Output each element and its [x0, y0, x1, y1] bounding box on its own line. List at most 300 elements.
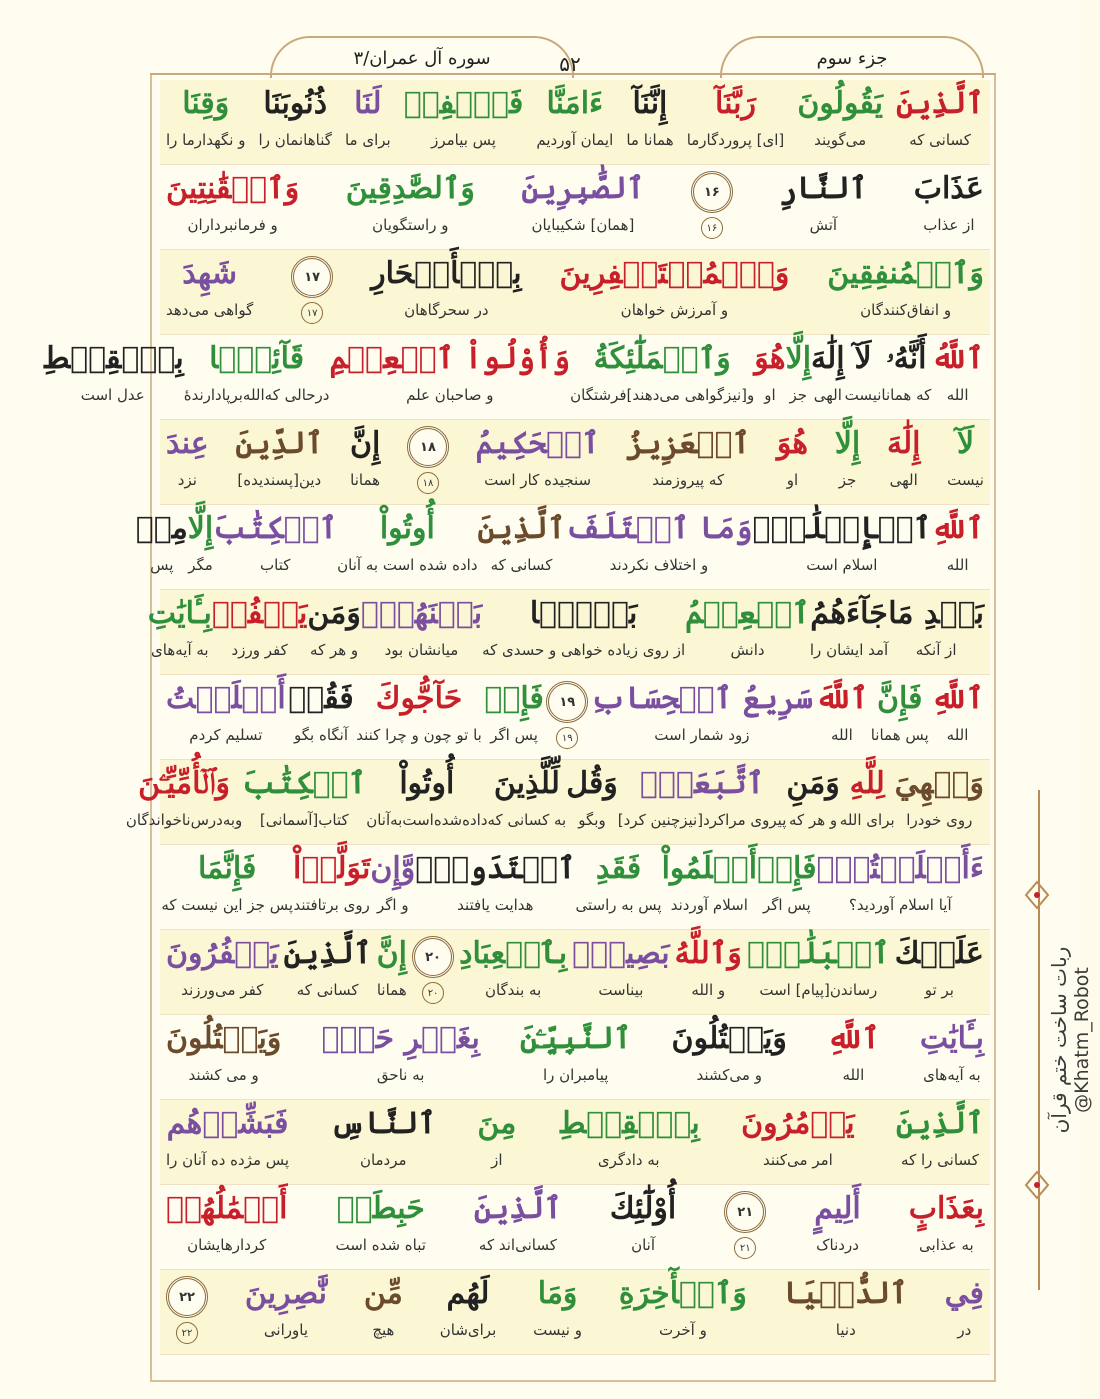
word-cell	[284, 930, 372, 1015]
word-cell	[816, 675, 869, 760]
word-cell	[947, 420, 984, 505]
persian-translation: و صاحبان علم	[406, 386, 494, 404]
word-cell	[364, 1270, 403, 1355]
word-cell	[871, 675, 929, 760]
arabic-word: وَمَنِ	[786, 766, 840, 801]
persian-translation: کردارهایشان	[187, 1236, 267, 1254]
word-cell	[754, 335, 785, 420]
persian-translation: برای ما	[344, 131, 391, 149]
persian-translation: نیست	[947, 471, 984, 489]
persian-translation: کسانی که	[296, 981, 359, 999]
word-row	[160, 165, 990, 250]
word-cell	[591, 675, 813, 760]
arabic-word: إِنَّ	[376, 936, 407, 971]
ayah-medallion-icon: ۱۷	[291, 256, 333, 298]
persian-translation: وبگو	[578, 811, 606, 829]
persian-translation: [همان] شکیبایان	[531, 216, 635, 234]
word-row	[160, 1185, 990, 1270]
arabic-word: وَٱلۡمَلَٰٓئِكَةُ	[593, 341, 731, 376]
word-cell	[881, 335, 931, 420]
word-row	[41, 335, 990, 420]
arabic-word: فَإِنۡ	[757, 851, 817, 886]
persian-translation: گواهی می‌دهد	[166, 301, 254, 319]
arabic-word: بِغَيۡرِ حَقّٖ	[321, 1021, 480, 1056]
word-cell	[675, 930, 742, 1015]
verse-line	[41, 335, 990, 420]
persian-translation: او	[786, 471, 799, 489]
arabic-word: أَسۡلَمۡتُ	[166, 681, 286, 716]
arabic-word: لَآ	[957, 426, 975, 461]
ayah-medallion-small-icon: ۱۸	[417, 472, 439, 494]
arabic-word: وَقُل	[566, 766, 618, 801]
arabic-word: حَبِطَتۡ	[336, 1191, 425, 1226]
word-cell	[797, 80, 883, 165]
arabic-word: يَقُولُونَ	[797, 86, 884, 121]
word-cell	[212, 590, 308, 675]
verse-line	[160, 930, 990, 1015]
arabic-word: إِلَّا	[834, 426, 861, 461]
word-cell	[166, 420, 209, 505]
persian-translation: پس همانا	[870, 726, 929, 744]
arabic-word: ٱللَّهِ	[827, 1021, 880, 1056]
arabic-word: ٱلۡعِلۡمُ	[685, 596, 810, 631]
persian-translation: به عذابی	[919, 1236, 974, 1254]
persian-translation: و آمرزش خواهان	[620, 301, 729, 319]
persian-translation: یاورانی	[263, 1321, 308, 1339]
ayah-medallion-small-icon: ۲۱	[734, 1237, 756, 1259]
page-number: ۵۲	[559, 52, 581, 76]
word-row	[160, 250, 990, 335]
persian-translation: نزد	[177, 471, 197, 489]
word-cell	[520, 1015, 631, 1100]
word-cell	[188, 505, 213, 590]
word-cell	[371, 250, 522, 335]
persian-translation: همانا	[350, 471, 381, 489]
word-cell	[478, 505, 566, 590]
word-cell	[845, 335, 882, 420]
word-cell	[307, 590, 360, 675]
word-cell	[619, 1270, 747, 1355]
word-cell	[618, 760, 787, 845]
word-cell	[337, 505, 477, 590]
ayah-medallion-small-icon: ۱۶	[701, 217, 723, 239]
persian-translation: و می کشند	[188, 1066, 259, 1084]
word-cell	[931, 675, 984, 760]
juz-label: جزء سوم	[720, 36, 984, 78]
word-cell	[293, 845, 370, 930]
word-row	[160, 675, 990, 760]
persian-translation: دین[پسندیده]	[237, 471, 322, 489]
word-cell	[476, 420, 600, 505]
arabic-word: ٱلنَّاسِ	[330, 1106, 436, 1141]
arabic-word: يَكۡفُرُونَ	[166, 936, 279, 971]
arabic-word: ٱللَّهَ	[815, 681, 869, 716]
persian-translation: پس مژده ده آنان را	[166, 1151, 290, 1169]
ayah-medallion-icon: ۲۰	[412, 936, 454, 978]
ayah-medallion-icon: ۱۶	[691, 171, 733, 213]
verse-line	[160, 1270, 990, 1355]
persian-translation: همانا ما	[626, 131, 674, 149]
persian-translation: هدایت یافتند	[457, 896, 534, 914]
word-cell	[757, 845, 817, 930]
word-cell	[817, 845, 984, 930]
verse-line	[160, 250, 990, 335]
arabic-word: ٱتَّبَعَنِۗ	[639, 766, 765, 801]
word-cell	[484, 675, 544, 760]
word-cell	[576, 845, 662, 930]
ayah-medallion-small-icon: ۱۷	[301, 302, 323, 324]
word-cell	[786, 760, 839, 845]
ayah-medallion-small-icon: ۲۲	[176, 1322, 198, 1344]
word-cell	[166, 1015, 281, 1100]
arabic-word: وَيَقۡتُلُونَ	[166, 1021, 282, 1056]
verse-line	[160, 1100, 990, 1185]
word-cell	[810, 590, 888, 675]
persian-translation: نیست	[844, 386, 882, 404]
word-cell	[827, 1015, 880, 1100]
persian-translation: روی برتافتند	[293, 896, 370, 914]
ayah-number-marker	[291, 250, 333, 335]
word-cell	[909, 1185, 984, 1270]
word-row	[125, 760, 990, 845]
ayah-medallion-small-icon: ۱۹	[556, 727, 578, 749]
word-cell	[213, 505, 337, 590]
verse-line	[125, 760, 990, 845]
arabic-word: ٱلۡإِسۡلَٰمُۗ	[752, 511, 932, 546]
arabic-word: مِنۢ	[135, 511, 188, 546]
persian-translation: الله	[830, 726, 853, 744]
persian-translation: جز	[838, 471, 857, 489]
persian-translation: اسلام است	[806, 556, 878, 574]
word-cell	[136, 505, 188, 590]
arabic-word: شَهِدَ	[182, 256, 237, 291]
arabic-word: فَبَشِّرۡهُم	[166, 1106, 289, 1141]
arabic-word: فَإِنۡ	[484, 681, 544, 716]
arabic-word: إِلَّا	[187, 511, 214, 546]
persian-translation: به بندگان	[484, 981, 542, 999]
word-cell	[565, 505, 752, 590]
word-cell	[166, 250, 253, 335]
persian-translation: الله	[946, 556, 969, 574]
word-cell	[126, 760, 242, 845]
persian-translation: الله	[946, 386, 969, 404]
arabic-word: بِٱلۡعِبَادِ	[459, 936, 568, 971]
word-cell	[741, 1100, 855, 1185]
persian-translation: به ناحق	[376, 1066, 425, 1084]
verse-line	[160, 1015, 990, 1100]
persian-translation: کسانی که	[909, 131, 971, 149]
verse-line	[135, 505, 990, 590]
word-cell	[914, 165, 984, 250]
persian-translation: از	[491, 1151, 503, 1169]
word-row	[160, 1015, 990, 1100]
arabic-word: إِلَٰهَ	[886, 426, 921, 461]
ayah-medallion-icon: ۱۸	[407, 426, 449, 468]
arabic-word: وَمَا ٱخۡتَلَفَ	[565, 511, 753, 546]
persian-translation: آیا اسلام آوردید؟	[848, 896, 952, 914]
persian-translation: الله	[946, 726, 969, 744]
arabic-word: ءَامَنَّا	[546, 86, 604, 121]
arabic-word: فِي	[944, 1276, 984, 1311]
ayah-number-marker	[407, 420, 449, 505]
persian-translation: الله	[842, 1066, 865, 1084]
word-cell	[662, 845, 757, 930]
persian-translation: مردمان	[359, 1151, 407, 1169]
word-cell	[811, 335, 845, 420]
persian-translation: به آیه‌های	[151, 641, 209, 659]
watermark-title: ربات ساخت ختم قرآن	[1047, 946, 1071, 1134]
arabic-word: ٱلۡكِتَٰبَ	[213, 511, 338, 546]
persian-translation: به آیه‌های	[923, 1066, 981, 1084]
word-row	[160, 845, 990, 930]
arabic-word: عِندَ	[166, 426, 209, 461]
word-cell	[166, 675, 286, 760]
word-cell	[345, 80, 391, 165]
persian-translation: پس اگر	[490, 726, 538, 744]
arabic-word: عَذَابَ	[913, 171, 984, 206]
arabic-word: إِنَّنَآ	[632, 86, 668, 121]
arabic-word: لَهُم	[446, 1276, 490, 1311]
persian-translation: در سحرگاهان	[404, 301, 489, 319]
word-cell	[245, 1270, 327, 1355]
persian-translation: همانا	[376, 981, 407, 999]
verse-line	[160, 420, 990, 505]
arabic-word: ٱلدُّنۡيَا	[783, 1276, 908, 1311]
persian-translation: هیچ	[372, 1321, 395, 1339]
word-cell	[753, 505, 932, 590]
word-cell	[166, 930, 279, 1015]
verse-line	[160, 165, 990, 250]
persian-translation: و آخرت	[658, 1321, 707, 1339]
word-cell	[377, 930, 407, 1015]
arabic-word: جَآءَهُمُ	[810, 596, 888, 631]
persian-translation: گناهانمان را	[258, 131, 332, 149]
arabic-word: وَأُوْلُواْ ٱلۡعِلۡمِ	[329, 341, 571, 376]
word-cell	[840, 760, 895, 845]
persian-translation: پس جز این نیست که	[161, 896, 293, 914]
persian-translation: به دادگری	[597, 1151, 660, 1169]
arabic-word: لِّلَّذِينَ	[493, 766, 560, 801]
word-cell	[361, 590, 482, 675]
persian-translation: که همانا	[881, 386, 932, 404]
verse-lines	[41, 80, 990, 1355]
arabic-word: عَلَيۡكَ	[894, 936, 984, 971]
persian-translation: دردناک	[816, 1236, 859, 1254]
ayah-medallion-icon: ۱۹	[546, 681, 588, 723]
ayah-number-marker	[691, 165, 733, 250]
word-row	[160, 80, 990, 165]
persian-translation: و انفاق‌کنندگان	[860, 301, 952, 319]
persian-translation: آمد ایشان را	[809, 641, 889, 659]
arabic-word: إِلَّا	[785, 341, 812, 376]
arabic-word: ٱللَّهِ	[931, 511, 984, 546]
arabic-word: ءَأَسۡلَمۡتُمۡۚ	[816, 851, 984, 886]
word-cell	[610, 1185, 676, 1270]
arabic-word: ٱلنَّارِ	[779, 171, 868, 206]
persian-translation: بیناست	[598, 981, 644, 999]
arabic-word: وَمَا	[537, 1276, 578, 1311]
word-cell	[687, 80, 785, 165]
persian-translation: آتش	[809, 216, 838, 234]
word-cell	[242, 760, 366, 845]
persian-translation: برای الله	[839, 811, 895, 829]
arabic-word: ٱلَّذِينَ	[896, 86, 984, 121]
arabic-word: بَيۡنَهُمۡۗ	[360, 596, 483, 631]
word-cell	[827, 250, 984, 335]
word-cell	[895, 760, 984, 845]
word-cell	[747, 930, 890, 1015]
word-cell	[896, 80, 984, 165]
persian-translation: زود شمار است	[654, 726, 750, 744]
arabic-word: بِٱلۡقِسۡطِ	[41, 341, 184, 376]
persian-translation: کفر می‌ورزند	[181, 981, 264, 999]
persian-translation: پس به راستی	[575, 896, 662, 914]
persian-translation: امر می‌کنند	[762, 1151, 833, 1169]
arabic-word: وَٱللَّهُ	[674, 936, 742, 971]
word-cell	[356, 675, 482, 760]
arabic-word: بَصِيرُۢ	[572, 936, 670, 971]
word-cell	[672, 1015, 787, 1100]
word-cell	[161, 845, 293, 930]
arabic-word: هُوَ	[754, 341, 786, 376]
surah-title: سوره آل عمران/۳	[270, 36, 574, 78]
persian-translation: که پیروزمند	[652, 471, 725, 489]
arabic-word: تَوَلَّوۡاْ	[293, 851, 371, 886]
persian-translation: کسانی که	[490, 556, 553, 574]
word-cell	[166, 1100, 289, 1185]
arabic-word: أُوتُواْ	[379, 511, 435, 546]
persian-translation: و[نیزگواهی می‌دهند]فرشتگان	[570, 386, 755, 404]
arabic-word: وَقِنَا	[182, 86, 230, 121]
word-cell	[572, 930, 669, 1015]
word-cell	[477, 1100, 516, 1185]
word-cell	[459, 930, 567, 1015]
arabic-word: لَنَا	[354, 86, 382, 121]
persian-translation: و اگر	[376, 896, 409, 914]
arabic-word: بِعَذَابٍ	[908, 1191, 984, 1226]
word-cell	[888, 590, 984, 675]
arabic-word: بِٱلۡقِسۡطِ	[557, 1106, 700, 1141]
arabic-word: ٱلۡعَزِيزُ	[626, 426, 751, 461]
ayah-number-marker	[724, 1185, 766, 1270]
word-row	[160, 420, 990, 505]
arabic-word: لَآ	[854, 341, 872, 376]
arabic-word: سَرِيعُ ٱلۡحِسَابِ	[590, 681, 814, 716]
arabic-word: وَٱلۡمُنفِقِينَ	[827, 256, 984, 291]
verse-line	[160, 80, 990, 165]
arabic-word: وَّإِن	[370, 851, 416, 886]
arabic-word: وَيَقۡتُلُونَ	[671, 1021, 787, 1056]
word-cell	[521, 165, 644, 250]
word-cell	[685, 590, 810, 675]
persian-translation: مگر	[188, 556, 213, 574]
ayah-medallion-icon: ۲۲	[166, 1276, 208, 1318]
persian-translation: از آنکه	[915, 641, 957, 659]
arabic-word: وَٱلصَّٰدِقِينَ	[345, 171, 475, 206]
persian-translation: تباه شده است	[335, 1236, 426, 1254]
persian-translation: تسلیم کردم	[189, 726, 263, 744]
persian-translation: پیروی مراکرد[نیزچنین کرد]	[617, 811, 787, 829]
persian-translation: پیامبران را	[542, 1066, 609, 1084]
word-cell	[536, 80, 613, 165]
arabic-word: ٱلَّذِينَ	[896, 1106, 984, 1141]
persian-translation: می‌گویند	[814, 131, 867, 149]
persian-translation: و نیست	[533, 1321, 582, 1339]
arabic-word: وَٱلۡقَٰنِتِينَ	[166, 171, 300, 206]
arabic-word: فَقَدِ	[595, 851, 642, 886]
ayah-medallion-small-icon: ۲۰	[422, 982, 444, 1004]
page-header	[150, 28, 990, 76]
word-cell	[166, 80, 245, 165]
arabic-word: إِنَّ	[349, 426, 381, 461]
arabic-word: قَآئِمَۢا	[209, 341, 305, 376]
arabic-word: أَلِيمٍ	[814, 1191, 861, 1226]
persian-translation: آنان	[631, 1236, 655, 1254]
word-cell	[335, 1185, 425, 1270]
persian-translation: و الله	[691, 981, 726, 999]
arabic-word: وَٱلۡمُسۡتَغۡفِرِينَ	[559, 256, 790, 291]
word-cell	[920, 1015, 984, 1100]
arabic-word: يَكۡفُرۡ	[211, 596, 308, 631]
arabic-word: ٱلدِّينَ	[235, 426, 324, 461]
word-cell	[777, 420, 808, 505]
persian-translation: کسانی را که	[901, 1151, 979, 1169]
word-cell	[346, 165, 475, 250]
persian-translation: و نگهدارما را	[166, 131, 246, 149]
word-row	[147, 590, 990, 675]
persian-translation: وبه‌درس‌ناخواندگان	[125, 811, 243, 829]
word-cell	[887, 420, 921, 505]
word-cell	[814, 1185, 861, 1270]
word-cell	[784, 1270, 908, 1355]
arabic-word: أَنَّهُۥ	[886, 341, 927, 376]
persian-translation: پس اگر	[762, 896, 811, 914]
word-cell	[488, 760, 567, 845]
ayah-medallion-icon: ۲۱	[724, 1191, 766, 1233]
persian-translation: از عذاب	[923, 216, 975, 234]
arabic-word: ٱلَّذِينَ	[283, 936, 372, 971]
persian-translation: [ای] پروردگارما	[686, 131, 785, 149]
persian-translation: برای‌شان	[439, 1321, 497, 1339]
arabic-word: إِلَٰهَ	[811, 341, 845, 376]
persian-translation: دانش	[730, 641, 765, 659]
arabic-word: مِنَ	[477, 1106, 517, 1141]
persian-translation: جز	[789, 386, 808, 404]
persian-translation: آنگاه بگو	[293, 726, 349, 744]
word-cell	[931, 335, 984, 420]
word-cell	[786, 335, 811, 420]
arabic-word: فَقُلۡ	[288, 681, 354, 716]
word-cell	[931, 505, 984, 590]
persian-translation: از روی زیاده خواهی و حسدی که	[482, 641, 686, 659]
word-row	[135, 505, 990, 590]
persian-translation: و هر که	[310, 641, 359, 659]
persian-translation: سنجیده کار است	[484, 471, 592, 489]
verse-line	[160, 845, 990, 930]
persian-translation: ایمان آوردیم	[536, 131, 614, 149]
word-cell	[350, 420, 380, 505]
arabic-word: وَٱلۡأُمِّيِّـۧنَ	[138, 766, 231, 801]
persian-translation: میانشان بود	[384, 641, 459, 659]
verse-line	[160, 1185, 990, 1270]
arabic-word: لِلَّهِ	[849, 766, 885, 801]
word-cell	[329, 335, 570, 420]
persian-translation: روی خودرا	[906, 811, 973, 829]
word-row	[160, 930, 990, 1015]
word-cell	[166, 165, 299, 250]
word-cell	[558, 1100, 700, 1185]
arabic-word: رَبَّنَآ	[714, 86, 756, 121]
